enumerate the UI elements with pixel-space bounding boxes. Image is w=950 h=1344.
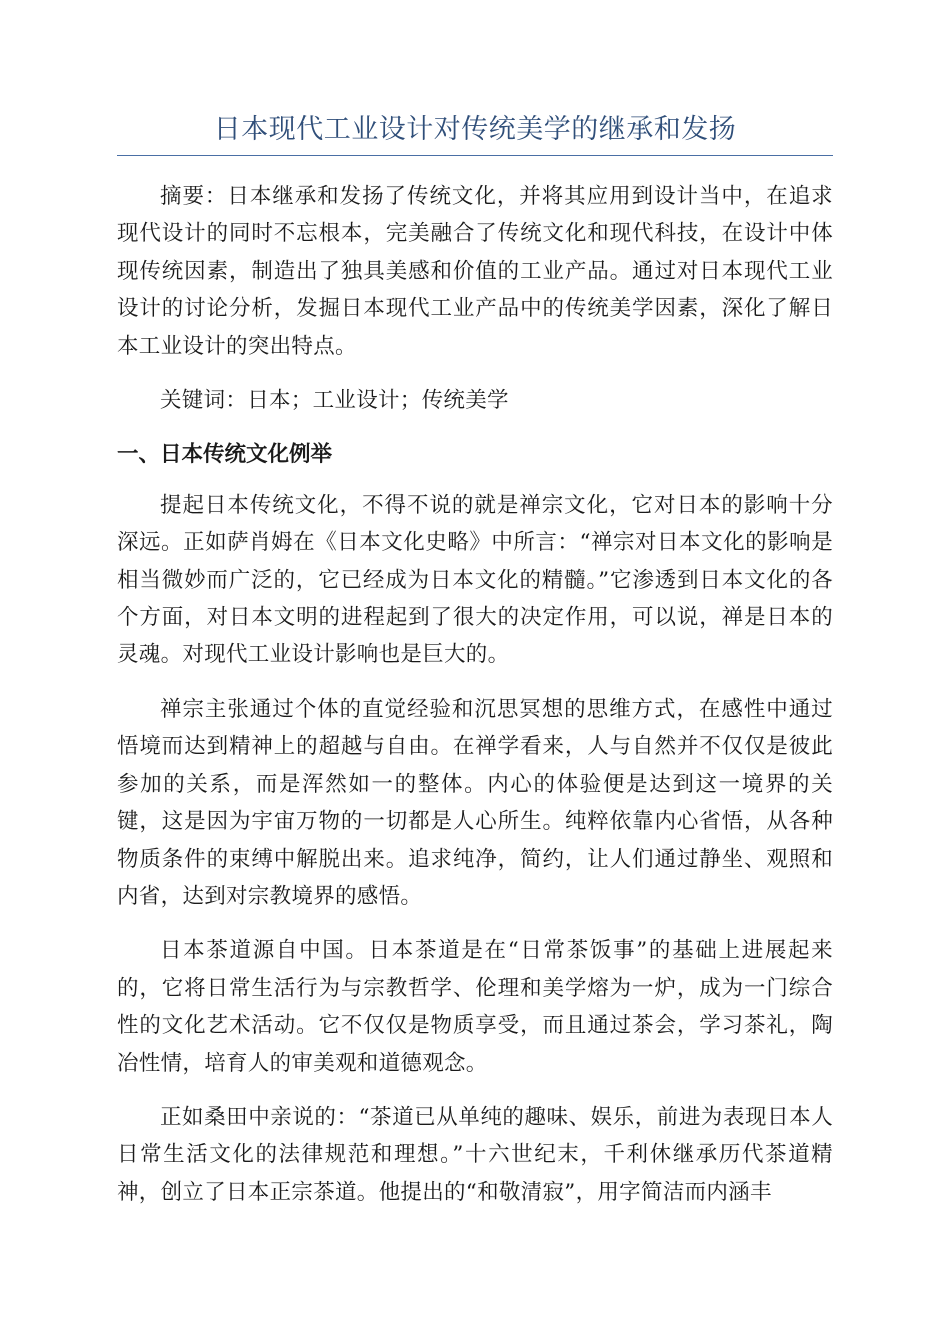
document-title: 日本现代工业设计对传统美学的继承和发扬	[117, 110, 833, 156]
body-paragraph: 禅宗主张通过个体的直觉经验和沉思冥想的思维方式，在感性中通过悟境而达到精神上的超越与自由。在禅学看来，人与自然并不仅仅是彼此参加的关系，而是浑然如一的整体。内心的体验便是达到这一境界的关键，这是因为宇宙万物的一切都是人心所生。纯粹依靠内心省悟，从各种物质条件的束缚中解脱出来。追求纯净，简约，让人们通过静坐、观照和内省，达到对宗教境界的感悟。	[117, 696, 833, 909]
keywords-paragraph: 关键词：日本；工业设计；传统美学	[160, 388, 509, 414]
body-paragraph: 提起日本传统文化，不得不说的就是禅宗文化，它对日本的影响十分深远。正如萨肖姆在《日本文化史略》中所言：“禅宗对日本文化的影响是相当微妙而广泛的，它已经成为日本文化的精髓。”它渗透到日本文化的各个方面，对日本文明的进程起到了很大的决定作用，可以说，禅是日本的灵魂。对现代工业设计影响也是巨大的。	[117, 492, 833, 668]
body-paragraph: 日本茶道源自中国。日本茶道是在“日常茶饭事”的基础上进展起来的，它将日常生活行为与宗教哲学、伦理和美学熔为一炉，成为一门综合性的文化艺术活动。它不仅仅是物质享受，而且通过茶会，学习茶礼，陶冶性情，培育人的审美观和道德观念。	[117, 938, 833, 1076]
document-page	[117, 110, 833, 1211]
body-paragraph: 正如桑田中亲说的：“茶道已从单纯的趣味、娱乐，前进为表现日本人日常生活文化的法律规范和理想。”十六世纪末，千利休继承历代茶道精神，创立了日本正宗茶道。他提出的“和敬清寂”，用字简洁而内涵丰	[117, 1104, 833, 1205]
section-heading: 一、日本传统文化例举	[117, 442, 333, 468]
abstract-paragraph: 摘要：日本继承和发扬了传统文化，并将其应用到设计当中，在追求现代设计的同时不忘根本，完美融合了传统文化和现代科技，在设计中体现传统因素，制造出了独具美感和价值的工业产品。通过对日本现代工业设计的讨论分析，发掘日本现代工业产品中的传统美学因素，深化了解日本工业设计的突出特点。	[117, 184, 833, 359]
